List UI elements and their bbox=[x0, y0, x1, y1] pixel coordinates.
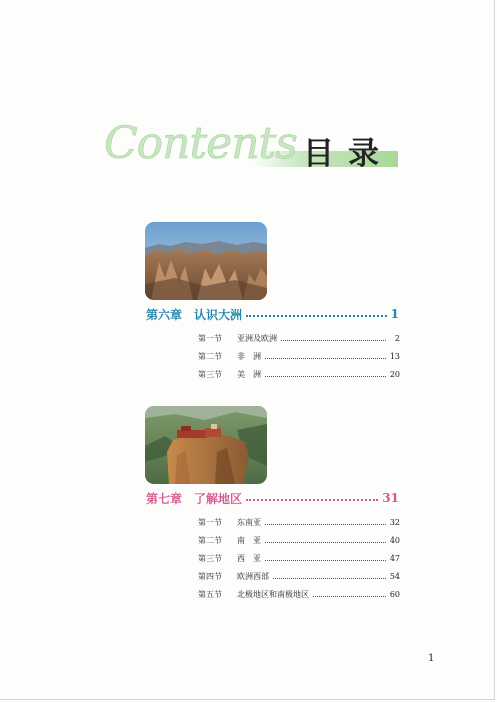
chapter-page: 31 bbox=[382, 491, 399, 505]
leader-dots bbox=[246, 315, 387, 317]
leader-dots bbox=[273, 578, 386, 579]
section-number: 第五节 bbox=[198, 589, 222, 599]
section-entry[interactable] bbox=[198, 349, 400, 363]
page-title: 目录 bbox=[303, 136, 393, 172]
section-number: 第一节 bbox=[198, 333, 222, 343]
leader-dots bbox=[313, 596, 386, 597]
section-number: 第二节 bbox=[198, 351, 222, 361]
chapter-number: 第六章 bbox=[146, 307, 183, 322]
section-page: 20 bbox=[389, 369, 400, 379]
section-title: 非 洲 bbox=[237, 351, 261, 361]
section-number: 第四节 bbox=[198, 571, 222, 581]
leader-dots bbox=[265, 524, 386, 525]
section-number: 第二节 bbox=[198, 535, 222, 545]
section-page: 2 bbox=[394, 333, 400, 343]
section-title: 东南亚 bbox=[237, 517, 261, 527]
section-page: 40 bbox=[389, 535, 400, 545]
section-title: 南 亚 bbox=[237, 535, 261, 545]
section-page: 13 bbox=[389, 351, 400, 361]
leader-dots bbox=[246, 499, 378, 501]
badlands-image bbox=[145, 222, 267, 300]
section-entry[interactable] bbox=[198, 533, 400, 547]
section-page: 32 bbox=[389, 517, 400, 527]
chapter-page: 1 bbox=[390, 307, 399, 321]
section-number: 第一节 bbox=[198, 517, 222, 527]
chapter-title: 了解地区 bbox=[194, 491, 243, 506]
chapter-7-entry[interactable] bbox=[146, 489, 399, 507]
leader-dots bbox=[281, 340, 386, 341]
page-number: 1 bbox=[428, 653, 435, 664]
section-title: 美 洲 bbox=[237, 369, 261, 379]
section-entry[interactable] bbox=[198, 367, 400, 381]
chapter-7-photo bbox=[145, 406, 267, 484]
section-title: 北极地区和南极地区 bbox=[237, 589, 309, 599]
monastery-rock-image bbox=[145, 406, 267, 484]
section-entry[interactable] bbox=[198, 569, 400, 583]
contents-word: Contents bbox=[104, 118, 297, 169]
section-entry[interactable] bbox=[198, 587, 400, 601]
section-page: 60 bbox=[389, 589, 400, 599]
section-number: 第三节 bbox=[198, 369, 222, 379]
section-page: 47 bbox=[389, 553, 400, 563]
section-title: 亚洲及欧洲 bbox=[237, 333, 277, 343]
chapter-number: 第七章 bbox=[146, 491, 183, 506]
chapter-6-entry[interactable] bbox=[146, 305, 399, 323]
chapter-title: 认识大洲 bbox=[194, 307, 243, 322]
leader-dots bbox=[265, 376, 386, 377]
leader-dots bbox=[265, 542, 386, 543]
section-number: 第三节 bbox=[198, 553, 222, 563]
section-entry[interactable] bbox=[198, 515, 400, 529]
section-title: 欧洲西部 bbox=[237, 571, 269, 581]
chapter-6-photo bbox=[145, 222, 267, 300]
leader-dots bbox=[265, 358, 386, 359]
section-entry[interactable] bbox=[198, 331, 400, 345]
leader-dots bbox=[265, 560, 386, 561]
section-entry[interactable] bbox=[198, 551, 400, 565]
section-page: 54 bbox=[389, 571, 400, 581]
section-title: 西 亚 bbox=[237, 553, 261, 563]
